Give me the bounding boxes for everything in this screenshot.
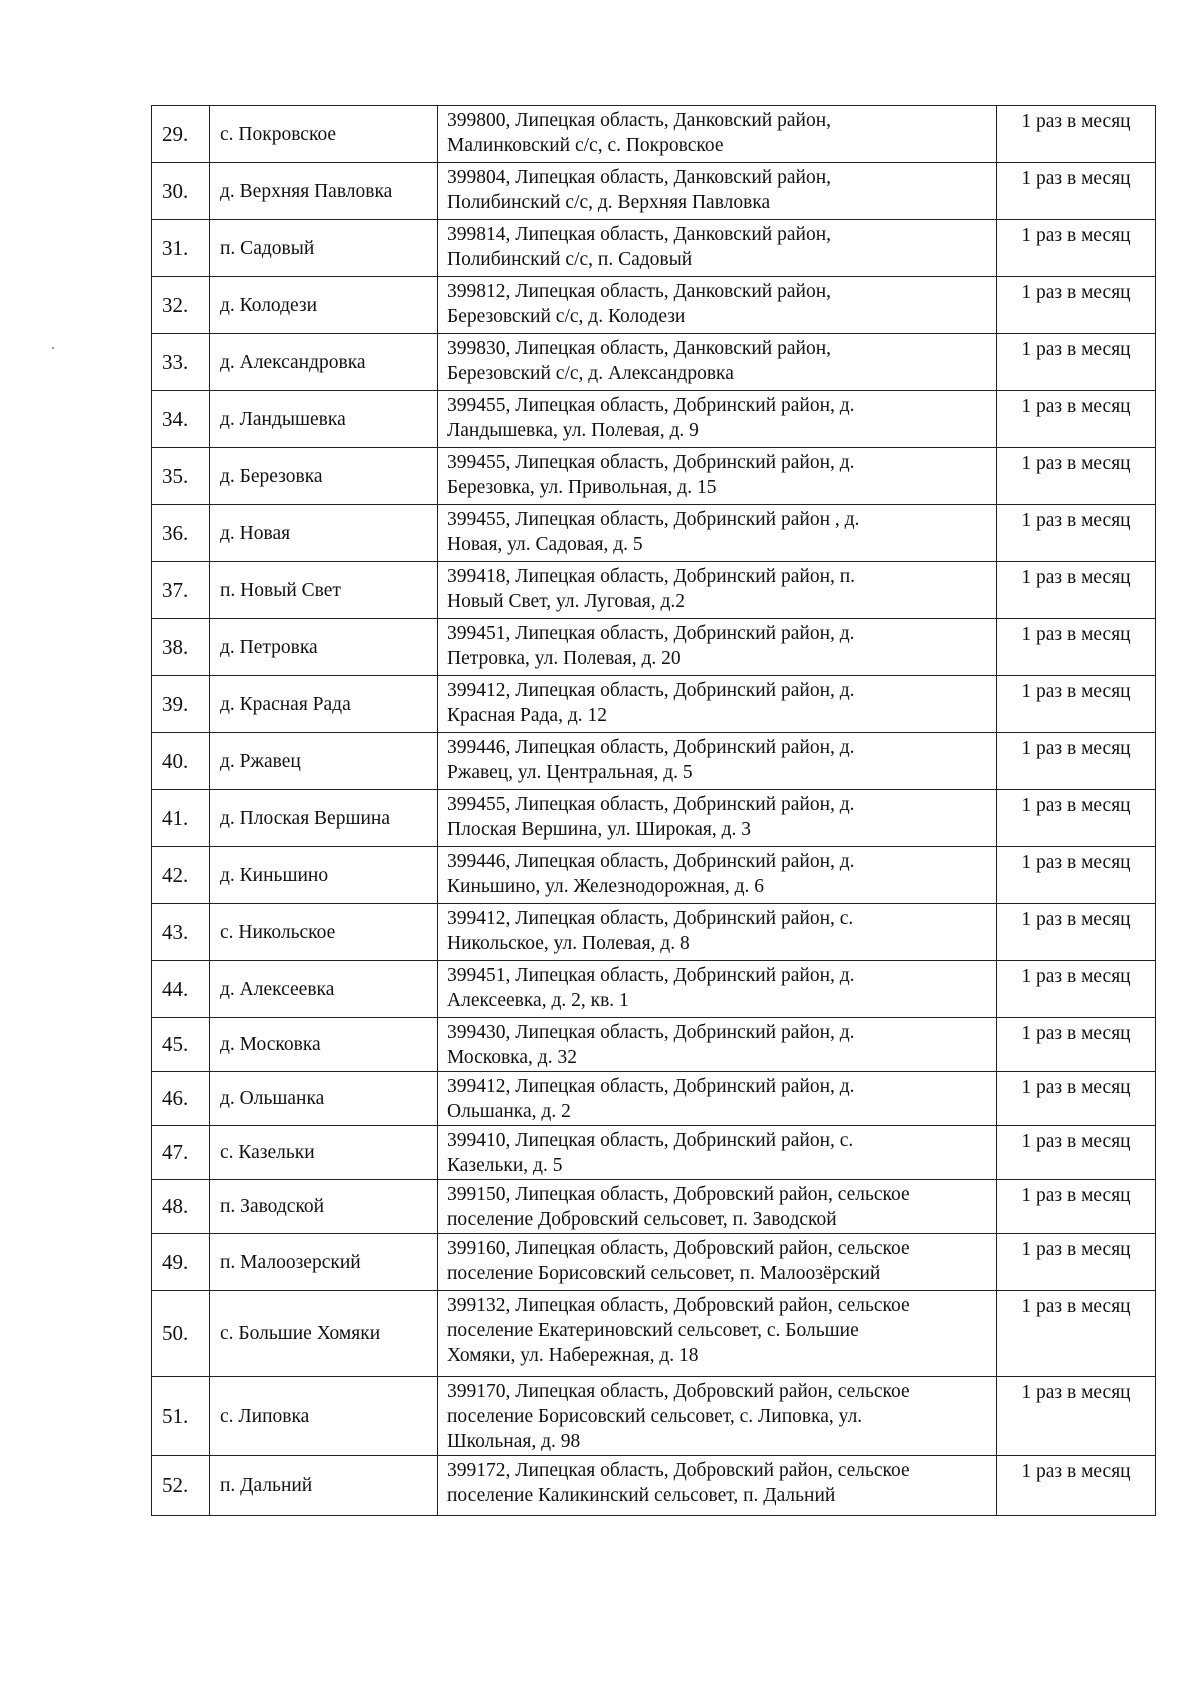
address-line: Березовский с/с, д. Александровка	[447, 363, 734, 384]
row-number: 41.	[152, 790, 210, 847]
visit-frequency: 1 раз в месяц	[997, 961, 1156, 1018]
table-row	[152, 961, 1156, 1018]
address-line: Полибинский с/с, п. Садовый	[447, 249, 693, 270]
address-line: 399455, Липецкая область, Добринский район, д.	[447, 452, 855, 473]
row-number: 30.	[152, 163, 210, 220]
row-number: 45.	[152, 1018, 210, 1072]
row-number: 38.	[152, 619, 210, 676]
visit-frequency: 1 раз в месяц	[997, 334, 1156, 391]
visit-frequency: 1 раз в месяц	[997, 790, 1156, 847]
visit-frequency: 1 раз в месяц	[997, 106, 1156, 163]
table-row	[152, 1018, 1156, 1072]
address-line: поселение Добровский сельсовет, п. Заводской	[447, 1209, 837, 1230]
address-line: 399430, Липецкая область, Добринский район, д.	[447, 1022, 855, 1043]
address-line: Малинковский с/с, с. Покровское	[447, 135, 724, 156]
row-number: 48.	[152, 1180, 210, 1234]
table-row	[152, 1377, 1156, 1456]
settlement-name: п. Садовый	[210, 220, 438, 277]
address-line: Хомяки, ул. Набережная, д. 18	[447, 1345, 699, 1366]
address-line: 399455, Липецкая область, Добринский район , д.	[447, 509, 860, 530]
address-line: 399132, Липецкая область, Добровский район, сельское	[447, 1295, 910, 1316]
visit-frequency: 1 раз в месяц	[997, 733, 1156, 790]
settlement-name: д. Киньшино	[210, 847, 438, 904]
settlement-name: д. Верхняя Павловка	[210, 163, 438, 220]
row-number: 52.	[152, 1456, 210, 1516]
settlement-address	[438, 1456, 997, 1516]
address-line: Ландышевка, ул. Полевая, д. 9	[447, 420, 699, 441]
visit-frequency: 1 раз в месяц	[997, 904, 1156, 961]
table-row	[152, 1456, 1156, 1516]
address-line: Ольшанка, д. 2	[447, 1101, 571, 1122]
table-row	[152, 1180, 1156, 1234]
settlement-address	[438, 904, 997, 961]
table-row	[152, 391, 1156, 448]
visit-frequency: 1 раз в месяц	[997, 562, 1156, 619]
row-number: 32.	[152, 277, 210, 334]
settlement-name: д. Березовка	[210, 448, 438, 505]
settlement-address	[438, 163, 997, 220]
address-line: Березовка, ул. Привольная, д. 15	[447, 477, 717, 498]
visit-frequency: 1 раз в месяц	[997, 163, 1156, 220]
address-line: 399170, Липецкая область, Добровский район, сельское	[447, 1381, 910, 1402]
row-number: 37.	[152, 562, 210, 619]
settlement-name: д. Петровка	[210, 619, 438, 676]
row-number: 29.	[152, 106, 210, 163]
settlement-address	[438, 790, 997, 847]
settlement-name: п. Заводской	[210, 1180, 438, 1234]
settlement-address	[438, 220, 997, 277]
visit-frequency: 1 раз в месяц	[997, 220, 1156, 277]
row-number: 47.	[152, 1126, 210, 1180]
settlement-name: д. Плоская Вершина	[210, 790, 438, 847]
address-line: поселение Екатериновский сельсовет, с. Большие	[447, 1320, 859, 1341]
settlement-address	[438, 448, 997, 505]
row-number: 39.	[152, 676, 210, 733]
address-line: Московка, д. 32	[447, 1047, 577, 1068]
settlements-table	[151, 105, 1156, 1516]
address-line: 399418, Липецкая область, Добринский район, п.	[447, 566, 856, 587]
address-line: Никольское, ул. Полевая, д. 8	[447, 933, 690, 954]
table-row	[152, 847, 1156, 904]
address-line: Березовский с/с, д. Колодези	[447, 306, 686, 327]
address-line: 399446, Липецкая область, Добринский район, д.	[447, 737, 855, 758]
address-line: 399814, Липецкая область, Данковский район,	[447, 224, 832, 245]
settlement-name: д. Колодези	[210, 277, 438, 334]
row-number: 46.	[152, 1072, 210, 1126]
address-line: 399451, Липецкая область, Добринский район, д.	[447, 965, 855, 986]
row-number: 35.	[152, 448, 210, 505]
table-row	[152, 790, 1156, 847]
address-line: 399446, Липецкая область, Добринский район, д.	[447, 851, 855, 872]
row-number: 34.	[152, 391, 210, 448]
margin-mark	[52, 347, 54, 349]
address-line: Киньшино, ул. Железнодорожная, д. 6	[447, 876, 765, 897]
table-row	[152, 448, 1156, 505]
table-row	[152, 904, 1156, 961]
address-line: 399455, Липецкая область, Добринский район, д.	[447, 395, 855, 416]
address-line: Школьная, д. 98	[447, 1431, 581, 1452]
settlements-table-body	[152, 106, 1156, 1516]
address-line: 399412, Липецкая область, Добринский район, с.	[447, 908, 854, 929]
visit-frequency: 1 раз в месяц	[997, 1291, 1156, 1377]
visit-frequency: 1 раз в месяц	[997, 1456, 1156, 1516]
visit-frequency: 1 раз в месяц	[997, 448, 1156, 505]
row-number: 49.	[152, 1234, 210, 1291]
visit-frequency: 1 раз в месяц	[997, 505, 1156, 562]
row-number: 50.	[152, 1291, 210, 1377]
address-line: 399150, Липецкая область, Добровский район, сельское	[447, 1184, 910, 1205]
row-number: 33.	[152, 334, 210, 391]
settlement-address	[438, 1377, 997, 1456]
address-line: 399451, Липецкая область, Добринский район, д.	[447, 623, 855, 644]
visit-frequency: 1 раз в месяц	[997, 1126, 1156, 1180]
address-line: 399830, Липецкая область, Данковский район,	[447, 338, 832, 359]
table-row	[152, 733, 1156, 790]
address-line: 399412, Липецкая область, Добринский район, д.	[447, 680, 855, 701]
table-row	[152, 1234, 1156, 1291]
settlement-address	[438, 1234, 997, 1291]
visit-frequency: 1 раз в месяц	[997, 1234, 1156, 1291]
settlement-name: п. Дальний	[210, 1456, 438, 1516]
row-number: 42.	[152, 847, 210, 904]
address-line: Новый Свет, ул. Луговая, д.2	[447, 591, 686, 612]
settlement-address	[438, 106, 997, 163]
visit-frequency: 1 раз в месяц	[997, 1377, 1156, 1456]
settlement-address	[438, 1291, 997, 1377]
address-line: Алексеевка, д. 2, кв. 1	[447, 990, 629, 1011]
settlement-name: д. Ольшанка	[210, 1072, 438, 1126]
settlement-name: с. Казельки	[210, 1126, 438, 1180]
address-line: Казельки, д. 5	[447, 1155, 563, 1176]
settlement-name: с. Покровское	[210, 106, 438, 163]
table-row	[152, 277, 1156, 334]
visit-frequency: 1 раз в месяц	[997, 1072, 1156, 1126]
address-line: 399410, Липецкая область, Добринский район, с.	[447, 1130, 854, 1151]
settlement-address	[438, 562, 997, 619]
visit-frequency: 1 раз в месяц	[997, 391, 1156, 448]
address-line: поселение Борисовский сельсовет, с. Липовка, ул.	[447, 1406, 863, 1427]
address-line: 399160, Липецкая область, Добровский район, сельское	[447, 1238, 910, 1259]
row-number: 51.	[152, 1377, 210, 1456]
address-line: поселение Каликинский сельсовет, п. Дальний	[447, 1485, 836, 1506]
settlement-address	[438, 847, 997, 904]
address-line: 399455, Липецкая область, Добринский район, д.	[447, 794, 855, 815]
address-line: Новая, ул. Садовая, д. 5	[447, 534, 643, 555]
address-line: Петровка, ул. Полевая, д. 20	[447, 648, 681, 669]
settlement-name: д. Красная Рада	[210, 676, 438, 733]
settlement-address	[438, 1072, 997, 1126]
address-line: Полибинский с/с, д. Верхняя Павловка	[447, 192, 771, 213]
settlement-name: д. Александровка	[210, 334, 438, 391]
address-line: Красная Рада, д. 12	[447, 705, 607, 726]
address-line: Плоская Вершина, ул. Широкая, д. 3	[447, 819, 752, 840]
table-row	[152, 676, 1156, 733]
settlement-name: д. Ржавец	[210, 733, 438, 790]
address-line: 399804, Липецкая область, Данковский район,	[447, 167, 832, 188]
settlement-address	[438, 1180, 997, 1234]
settlement-name: п. Новый Свет	[210, 562, 438, 619]
visit-frequency: 1 раз в месяц	[997, 1018, 1156, 1072]
visit-frequency: 1 раз в месяц	[997, 676, 1156, 733]
visit-frequency: 1 раз в месяц	[997, 847, 1156, 904]
settlement-address	[438, 334, 997, 391]
address-line: 399172, Липецкая область, Добровский район, сельское	[447, 1460, 910, 1481]
table-row	[152, 106, 1156, 163]
visit-frequency: 1 раз в месяц	[997, 619, 1156, 676]
settlement-name: д. Московка	[210, 1018, 438, 1072]
row-number: 31.	[152, 220, 210, 277]
settlement-address	[438, 505, 997, 562]
settlement-name: п. Малоозерский	[210, 1234, 438, 1291]
row-number: 40.	[152, 733, 210, 790]
settlement-address	[438, 961, 997, 1018]
settlement-name: д. Новая	[210, 505, 438, 562]
settlement-name: с. Липовка	[210, 1377, 438, 1456]
address-line: поселение Борисовский сельсовет, п. Малоозёрский	[447, 1263, 881, 1284]
table-row	[152, 1291, 1156, 1377]
settlement-address	[438, 277, 997, 334]
settlement-name: с. Никольское	[210, 904, 438, 961]
table-row	[152, 562, 1156, 619]
address-line: Ржавец, ул. Центральная, д. 5	[447, 762, 693, 783]
row-number: 43.	[152, 904, 210, 961]
table-row	[152, 1072, 1156, 1126]
settlement-address	[438, 619, 997, 676]
address-line: 399412, Липецкая область, Добринский район, д.	[447, 1076, 855, 1097]
visit-frequency: 1 раз в месяц	[997, 1180, 1156, 1234]
address-line: 399812, Липецкая область, Данковский район,	[447, 281, 832, 302]
settlement-name: д. Алексеевка	[210, 961, 438, 1018]
settlement-address	[438, 1018, 997, 1072]
table-row	[152, 163, 1156, 220]
settlement-address	[438, 391, 997, 448]
settlement-address	[438, 676, 997, 733]
settlement-name: д. Ландышевка	[210, 391, 438, 448]
visit-frequency: 1 раз в месяц	[997, 277, 1156, 334]
settlement-address	[438, 1126, 997, 1180]
table-row	[152, 334, 1156, 391]
row-number: 44.	[152, 961, 210, 1018]
table-row	[152, 619, 1156, 676]
table-row	[152, 1126, 1156, 1180]
table-row	[152, 220, 1156, 277]
settlement-name: с. Большие Хомяки	[210, 1291, 438, 1377]
address-line: 399800, Липецкая область, Данковский район,	[447, 110, 832, 131]
table-row	[152, 505, 1156, 562]
row-number: 36.	[152, 505, 210, 562]
settlement-address	[438, 733, 997, 790]
